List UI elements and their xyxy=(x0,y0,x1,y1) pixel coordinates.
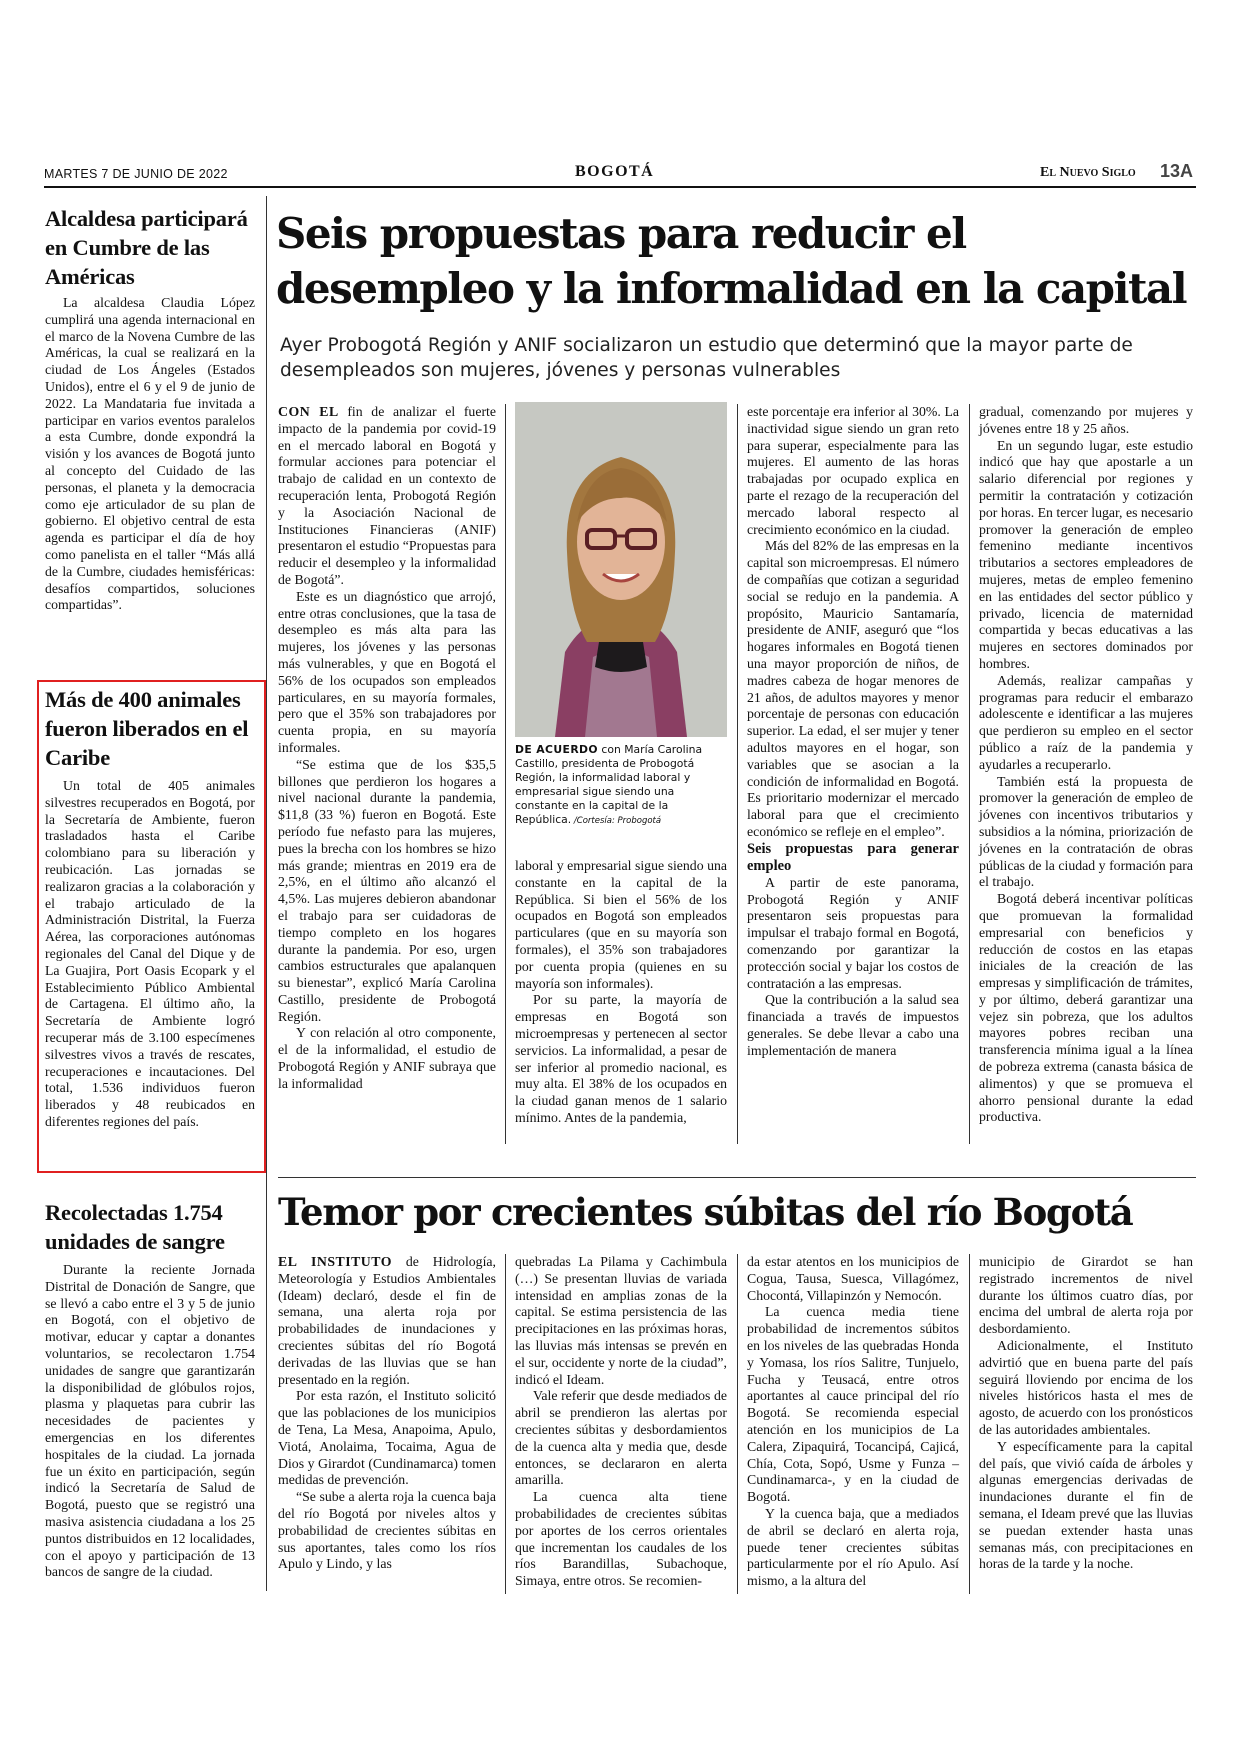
newspaper-name: El Nuevo Siglo xyxy=(1040,165,1136,180)
story-headline: Alcaldesa participará en Cumbre de las Américas xyxy=(45,206,248,289)
sidebar-story-sangre xyxy=(45,1198,255,1581)
sidebar-story-cumbre xyxy=(45,204,255,614)
paragraph: La alcaldesa Claudia López cumplirá una agenda internacional en el marco de la Novena Cumbre de las Américas, la cual se realizará en la ciudad de Los Ángeles (Estados Unidos), entre el 6 y el 9 de junio de 2022. La Mandataria fue invitada a participar en varios eventos paralelos a esta Cumbre, donde expondrá la visión y los avances de Bogotá junto al concepto del Cuidado de las personas, el planeta y la democracia como eje articulador de su plan de gobierno. El objetivo central de esta agenda es participar el día de hoy como panelista en el taller “Más allá de la Cumbre, ciudades hemisféricas: desafíos compartidos, soluciones compartidas”. xyxy=(45,295,255,613)
column-divider xyxy=(505,404,506,1144)
paragraph: Este es un diagnóstico que arrojó, entre otras conclusiones, que la tasa de desempleo es más alta para las mujeres, los jóvenes y las personas más vulnerables, y que en Bogotá el 56% de los ocupados son empleados particulares, en su mayoría formales, pero que el 35% son trabajadores por cuenta propia, en su mayoría informales. xyxy=(278,588,496,755)
main-column-3 xyxy=(747,404,959,1059)
paragraph: Y con relación al otro componente, el de la informalidad, el estudio de Probogotá Región y ANIF subraya que la informalidad xyxy=(278,1025,496,1091)
main-column-4 xyxy=(979,404,1193,1126)
paragraph: Bogotá deberá incentivar políticas que promuevan la formalidad empresarial con beneficios y reducción de costos en las etapas iniciales de la creación de las empresas y simplificación de trámites, y por último, deberá garantizar una vejez sin pobreza, que los adultos mayores pobres reciban una transferencia mínima igual a la línea de pobreza extrema (canasta básica de alimentos) y que se promueva el ahorro pensional durante la edad productiva. xyxy=(979,891,1193,1125)
paragraph: EL INSTITUTO de Hidrología, Meteorología y Estudios Ambientales (Ideam) declaró, desde el fin de semana, una alerta roja por probabilidades de inundaciones y crecientes súbitas del río Bogotá derivadas de las lluvias que se han presentado en la región. xyxy=(278,1254,496,1387)
paragraph: Además, realizar campañas y programas para reducir el embarazo adolescente e identificar a las mujeres que perdieron su empleo en el sector público a raíz de la pandemia y ayudarles a recuperarlo. xyxy=(979,672,1193,772)
caption-text: con María Carolina Castillo, presidenta de Probogotá Región, la informalidad laboral y empresarial sigue siendo una constante en la capital de la República. xyxy=(515,743,703,826)
header-rule xyxy=(44,186,1196,188)
paragraph: Más del 82% de las empresas en la capital son microempresas. El número de compañías que cotizan a seguridad social se redujo en la pandemia. A propósito, Mauricio Santamaría, presidente de ANIF, aseguró que “los hogares informales en Bogotá tienen una mayor proporción de niños, de madres cabeza de hogar menores de 21 años, de adultos mayores y menor porcentaje de personas con educación superior. La edad, el ser mujer y tener adultos mayores en el hogar, son variables que se asocian a la condición de informalidad en Bogotá. Es prioritario modernizar el mercado laboral para que el crecimiento económico se refleje en el empleo”. xyxy=(747,538,959,839)
paragraph: Adicionalmente, el Instituto advirtió que en buena parte del país seguirá lloviendo por encima de los niveles históricos hasta el mes de agosto, de acuerdo con los pronósticos de las autoridades ambientales. xyxy=(979,1337,1193,1437)
paragraph: La cuenca media tiene probabilidad de incrementos súbitos en los niveles de las quebradas Honda y Yomasa, los ríos Salitre, Tunjuelo, Fucha y Teusacá, entre otros aportantes al cauce principal del río Bogotá. Se recomienda especial atención en los municipios de La Calera, Zipaquirá, Tocancipá, Cajicá, Chía, Cota, Sopó, Usme y Funza –Cundinamarca-, y en la ciudad de Bogotá. xyxy=(747,1304,959,1505)
paragraph: Y específicamente para la capital del país, que vivió caída de árboles y algunas emergencias derivadas de inundaciones durante el fin de semana, el Ideam prevé que las lluvias se puedan extender hasta unas semanas más, con precipitaciones en horas de la tarde y la noche. xyxy=(979,1438,1193,1572)
portrait-photo xyxy=(515,402,727,737)
paragraph: Durante la reciente Jornada Distrital de Donación de Sangre, que se llevó a cabo entre el 3 y 5 de junio en Bogotá, con el objetivo de motivar, educar y captar a donantes voluntarios, se recolectaron 1.754 unidades de sangre que garantizarán la disponibilidad de glóbulos rojos, plasma y plaquetas para cubrir las necesidades de pacientes y emergencias en los diferentes hospitales de la ciudad. La jornada fue un éxito en participación, según indicó la Secretaría de Salud de Bogotá, puesto que se registró una masiva asistencia ciudadana a los 25 puntos distribuidos en 12 localidades, con el apoyo y participación de 13 bancos de sangre de la ciudad. xyxy=(45,1262,255,1580)
paragraph: municipio de Girardot se han registrado incrementos de nivel durante los últimos cuatro días, por encima del umbral de alerta roja por desbordamiento. xyxy=(979,1254,1193,1337)
story-separator xyxy=(278,1177,1196,1178)
portrait-illustration xyxy=(515,402,727,737)
second-column-1 xyxy=(278,1254,496,1573)
paragraph: Que la contribución a la salud sea financiada a través de impuestos generales. Se debe llevar a cabo una implementación de manera xyxy=(747,992,959,1058)
sidebar-story-animales xyxy=(45,685,255,1131)
paragraph: En un segundo lugar, este estudio indicó que hay que apostarle a un salario diferencial por regiones y permitir la contratación y cotización por horas. En tercer lugar, es necesario promover la generación de empleo femenino mediante incentivos tributarios a sectores empleadores de mujeres, metas de empleo femenino en las entidades del sector público y privado, licencia de maternidad compartida y becas educativas a las mujeres en sectores dominados por hombres. xyxy=(979,437,1193,671)
column-divider xyxy=(969,1254,970,1594)
paragraph: quebradas La Pilama y Cachimbula (…) Se presentan lluvias de variada intensidad en amplias zonas de la capital. Se estima persistencia de las precipitaciones en las próximas horas, las lluvias más intensas se prevén en el sur, occidente y norte de la ciudad”, indicó el Ideam. xyxy=(515,1254,727,1387)
lead-word: EL INSTITUTO xyxy=(278,1254,392,1269)
paragraph: este porcentaje era inferior al 30%. La inactividad sigue siendo un gran reto para superar, especialmente para las mujeres. El aumento de las horas trabajadas por ocupado explica en parte el rezago de la recuperación del mercado laboral respecto al crecimiento económico en la ciudad. xyxy=(747,404,959,537)
section-name: BOGOTÁ xyxy=(575,163,655,180)
column-divider xyxy=(505,1254,506,1594)
paragraph: da estar atentos en los municipios de Cogua, Tausa, Suesca, Villagómez, Chocontá, Villapinzón y Nemocón. xyxy=(747,1254,959,1303)
paragraph: La cuenca alta tiene probabilidades de crecientes súbitas por aportes de los cerros orientales que incrementan los caudales de los ríos Barandillas, Subachoque, Simaya, entre otros. Se recomien- xyxy=(515,1489,727,1589)
second-headline: Temor por crecientes súbitas del río Bogotá xyxy=(278,1190,1133,1234)
photo-credit: /Cortesía: Probogotá xyxy=(571,816,662,826)
paragraph: Y la cuenca baja, que a mediados de abril se declaró en alerta roja, puede tener crecientes súbitas particularmente por el río Apulo. Así mismo, a la altura del xyxy=(747,1505,959,1589)
column-divider xyxy=(969,404,970,1144)
story-headline: Recolectadas 1.754 unidades de sangre xyxy=(45,1200,225,1254)
story-body xyxy=(45,778,255,1131)
story-headline: Más de 400 animales fueron liberados en el Caribe xyxy=(45,687,249,770)
page-number: 13A xyxy=(1160,161,1194,181)
second-column-2 xyxy=(515,1254,727,1590)
story-body xyxy=(45,1262,255,1581)
paragraph: Por su parte, la mayoría de empresas en Bogotá son microempresas y pertenecen al sector servicios. La informalidad, a pesar de ser inferior al promedio nacional, es muy alta. El 38% de los ocupados en la ciudad ganan menos de 1 salario mínimo. Antes de la pandemia, xyxy=(515,992,727,1125)
paragraph: También está la propuesta de promover la generación de empleo de jóvenes con incentivos tributarios y subsidios a la nómina, priorización de jóvenes en la contratación de obras públicas de la ciudad y formación para el trabajo. xyxy=(979,773,1193,890)
issue-date: MARTES 7 DE JUNIO DE 2022 xyxy=(44,167,228,181)
paragraph: gradual, comenzando por mujeres y jóvenes entre 18 y 25 años. xyxy=(979,404,1193,436)
photo-caption xyxy=(515,743,727,828)
paragraph: laboral y empresarial sigue siendo una constante en la capital de la República. Si bien el 56% de los ocupados en Bogotá son empleados particulares (que en su mayoría son formales), el 35% son trabajadores por cuenta propia (quienes en su mayoría son informales). xyxy=(515,858,727,991)
main-headline: Seis propuestas para reducir el desempleo y la informalidad en la capital xyxy=(276,209,1187,313)
paragraph: A partir de este panorama, Probogotá Región y ANIF presentaron seis propuestas para impulsar el trabajo formal en Bogotá, comenzando por garantizar la protección social y bajar los costos de contratación a las empresas. xyxy=(747,874,959,991)
story-subhead: Seis propuestas para generar empleo xyxy=(747,840,959,874)
story-body xyxy=(45,295,255,614)
column-divider xyxy=(737,1254,738,1594)
paragraph: “Se estima que de los $35,5 billones que perdieron los hogares a nivel nacional durante la pandemia, $11,8 (33 %) fueron en Bogotá. Este período fue nefasto para las mujeres, pues la brecha con los hombres se hizo más grande; mientras en 2019 era de 2,5%, en el último año alcanzó el 4,5%. Las mujeres debieron abandonar el trabajo para ser cuidadoras de tiempo completo en los hogares durante la pandemia. Por eso, urgen cambios estructurales que apalanquen su bienestar”, explicó María Carolina Castillo, presidente de Probogotá Región. xyxy=(278,756,496,1024)
caption-lead: DE ACUERDO xyxy=(515,743,598,756)
paragraph: Un total de 405 animales silvestres recuperados en Bogotá, por la Secretaría de Ambiente, fueron trasladados hasta el Caribe colombiano para su liberación y reubicación. Las jornadas se realizaron gracias a la colaboración y el trabajo articulado de la Administración Distrital, la Fuerza Aérea, las corporaciones autónomas regionales del Canal del Dique y de La Guajira, Port Oasis Ecopark y el Establecimiento Público Ambiental de Cartagena. El último año, la Secretaría de Ambiente logró recuperar más de 3.100 especímenes silvestres vivos a través de rescates, recuperaciones e incautaciones. Del total, 1.536 individuos fueron liberados y 48 reubicados en diferentes regiones del país. xyxy=(45,778,255,1129)
paragraph: CON EL fin de analizar el fuerte impacto de la pandemia por covid-19 en el mercado laboral en Bogotá y formular acciones para potenciar el trabajo de calidad en un contexto de recuperación lenta, Probogotá Región y la Asociación Nacional de Instituciones Financieras (ANIF) presentaron el estudio “Propuestas para reducir el desempleo y la informalidad de Bogotá”. xyxy=(278,404,497,587)
sidebar-divider xyxy=(266,196,267,1591)
paragraph: Por esta razón, el Instituto solicitó que las poblaciones de los municipios de Tena, La Mesa, Anapoima, Apulo, Viotá, Anolaima, Tocaima, Agua de Dios y Girardot (Cundinamarca) tomen medidas de prevención. xyxy=(278,1388,496,1488)
paragraph: “Se sube a alerta roja la cuenca baja del río Bogotá por niveles altos y probabilidad de crecientes súbitas en sus aportantes, tales como los ríos Apulo y Lindo, y las xyxy=(278,1489,496,1572)
lead-word: CON EL xyxy=(278,404,339,419)
paragraph: Vale referir que desde mediados de abril se prendieron las alertas por crecientes súbitas y desbordamientos de la cuenca alta y media que, desde entonces, se declararon en alerta amarilla. xyxy=(515,1388,727,1488)
main-column-1 xyxy=(278,404,496,1093)
second-column-4 xyxy=(979,1254,1193,1573)
column-divider xyxy=(737,404,738,1144)
main-column-2 xyxy=(515,858,727,1127)
main-deck: Ayer Probogotá Región y ANIF socializaron un estudio que determinó que la mayor parte de desempleados son mujeres, jóvenes y personas vulnerables xyxy=(280,335,1133,381)
second-column-3 xyxy=(747,1254,959,1590)
